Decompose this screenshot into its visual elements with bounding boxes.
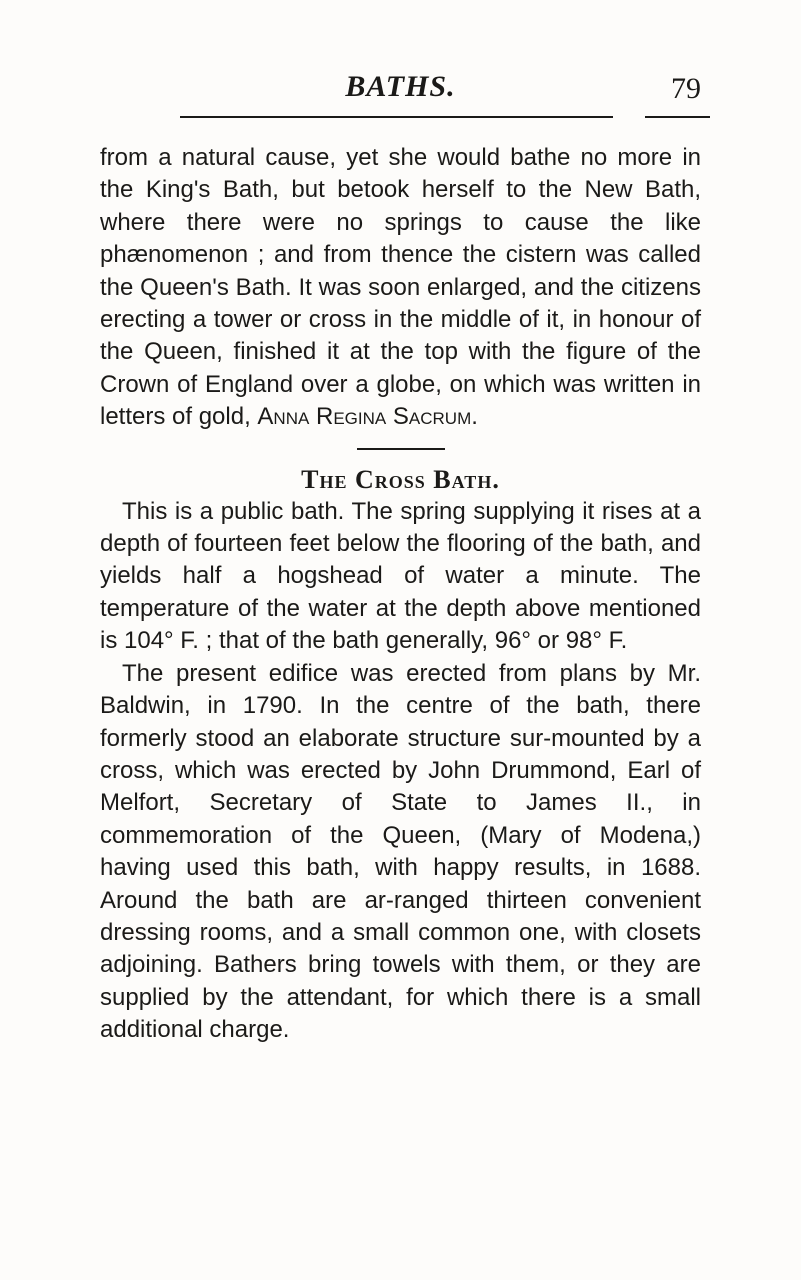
body-text [100,142,701,1047]
running-head [0,70,801,110]
section-divider [357,448,445,450]
paragraph-text: from a natural cause, yet she would bathe no more in the King's Bath, but betook herself to the New Bath, where there were no springs to cause the like phænomenon ; and from thence the cistern was called the Queen's Bath. It was soon enlarged, and the citizens erecting a tower or cross in the middle of it, in honour of the Queen, finished it at the top with the figure of the Crown of England over a globe, on which was written in letters of gold, [100,144,701,431]
header-rule [180,116,613,118]
paragraph-edifice: The present edifice was erected from plans by Mr. Baldwin, in 1790. In the centre of the bath, there formerly stood an elaborate structure sur-mounted by a cross, which was erected by John Drummond, Earl of Melfort, Secretary of State to James II., in commemoration of the Queen, (Mary of Modena,) having used this bath, with happy results, in 1688. Around the bath are ar-ranged thirteen convenient dressing rooms, and a small common one, with closets adjoining. Bathers bring towels with them, or they are supplied by the attendant, for which there is a small additional charge. [100,659,701,1044]
header-rule-page-number [645,116,710,118]
page-number: 79 [671,72,701,105]
inscription-anna-regina-sacrum: Anna Regina Sacrum. [257,403,478,431]
running-head-title: BATHS. [345,70,456,103]
paragraph-spring: This is a public bath. The spring supplying it rises at a depth of fourteen feet below the flooring of the bath, and yields half a hogshead of water a minute. The temperature of the water at the depth above mentioned is 104° F. ; that of the bath generally, 96° or 98° F. [100,497,701,655]
paragraph-continued [100,142,701,434]
section-heading-cross-bath: The Cross Bath. [301,464,500,494]
